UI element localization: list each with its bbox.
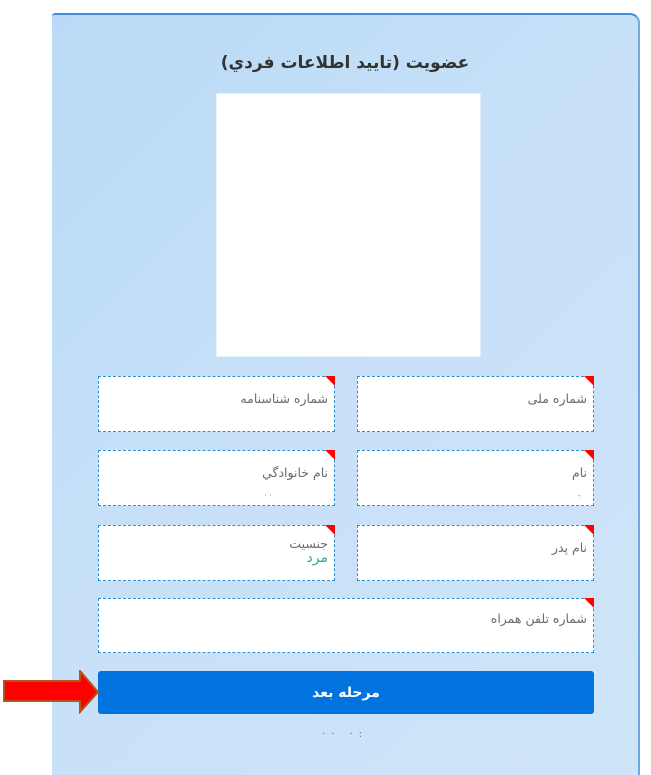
secondary-link[interactable]: ·· ·: [321, 729, 369, 740]
required-marker-icon [325, 525, 335, 535]
field-value-masked: - [577, 491, 583, 501]
national-id-field[interactable] [357, 376, 594, 432]
required-marker-icon [584, 525, 594, 535]
birth-certificate-number-field[interactable] [98, 376, 335, 432]
required-marker-icon [325, 450, 335, 460]
profile-photo [216, 93, 481, 357]
page-title: عضويت (تاييد اطلاعات فردي) [220, 53, 470, 73]
mobile-number-field[interactable] [98, 598, 594, 653]
next-step-button[interactable]: مرحله بعد [98, 671, 594, 714]
gender-field[interactable] [98, 525, 335, 581]
gender-value: مرد [306, 550, 328, 566]
field-label: نام پدر [551, 540, 587, 555]
required-marker-icon [584, 376, 594, 386]
required-marker-icon [584, 450, 594, 460]
field-label: نام خانوادگي [262, 465, 328, 480]
required-marker-icon [584, 598, 594, 608]
membership-card [52, 13, 640, 775]
field-label: شماره ملی [527, 391, 587, 406]
field-label: شماره شناسنامه [240, 391, 328, 406]
field-label: شماره تلفن همراه [490, 611, 587, 626]
first-name-field[interactable] [357, 450, 594, 506]
field-label: جنسيت [289, 536, 328, 551]
father-name-field[interactable] [357, 525, 594, 581]
required-marker-icon [325, 376, 335, 386]
field-value-masked: ·· [264, 491, 274, 501]
field-label: نام [571, 465, 587, 480]
red-arrow-icon [3, 670, 101, 714]
last-name-field[interactable] [98, 450, 335, 506]
